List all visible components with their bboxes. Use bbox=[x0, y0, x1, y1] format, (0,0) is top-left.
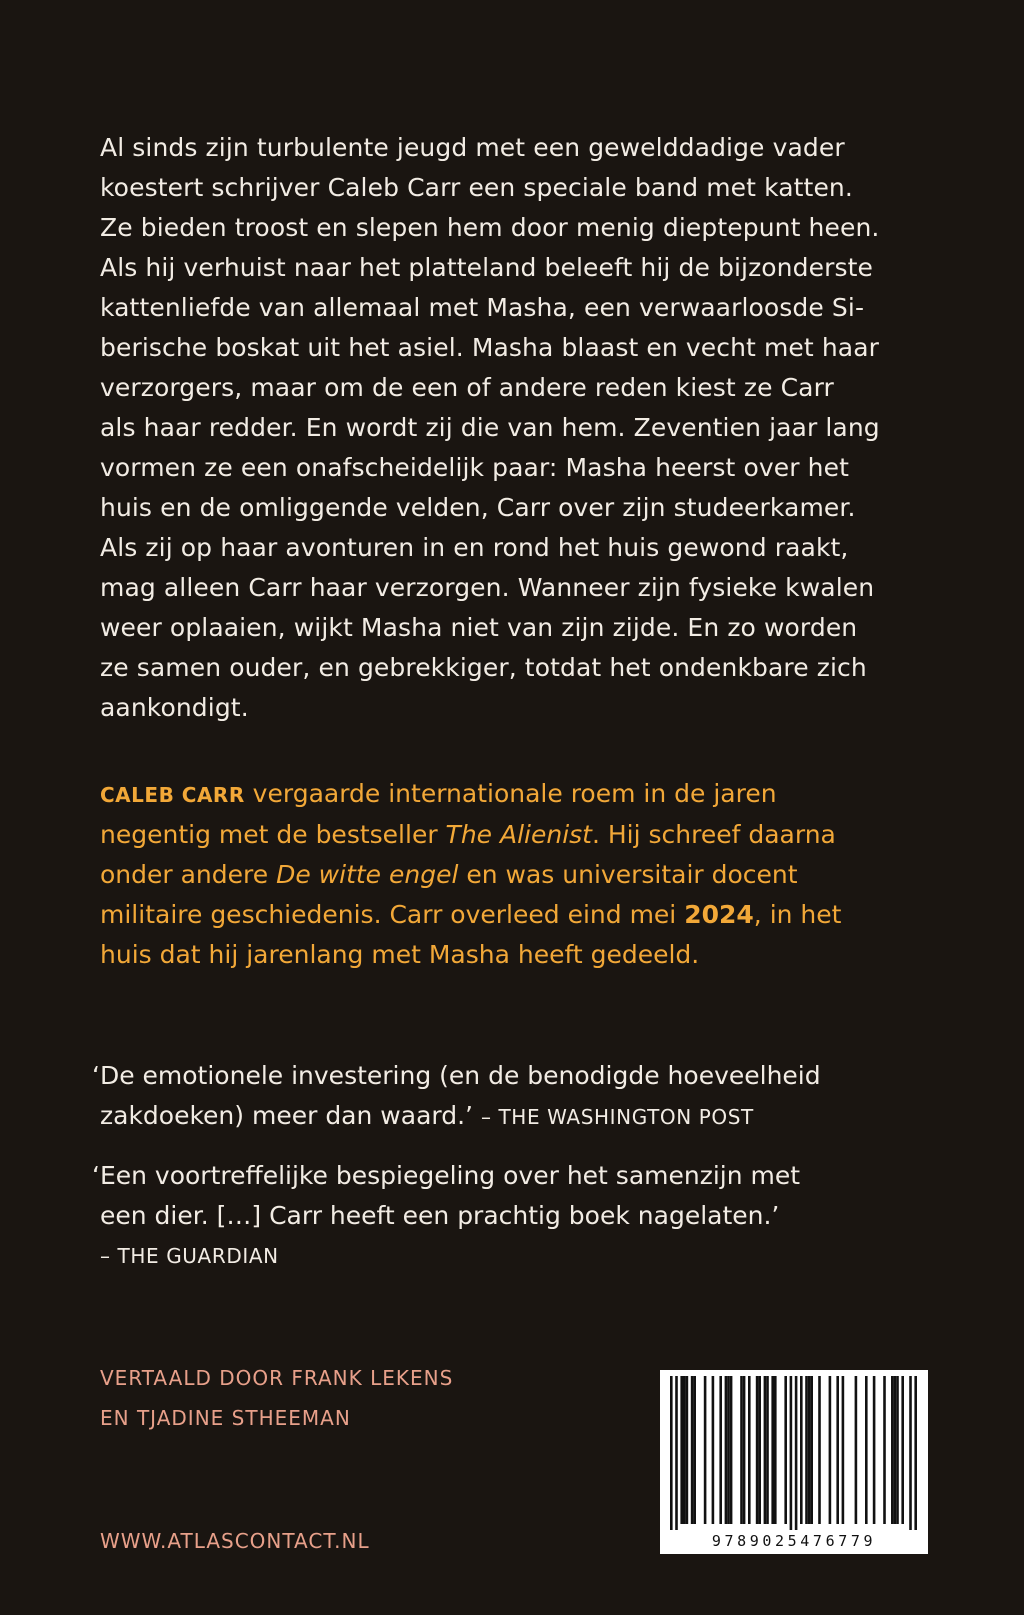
barcode-bar bbox=[909, 1376, 912, 1530]
blurb-line: Als zij op haar avonturen in en rond het huis gewond raakt, bbox=[100, 533, 849, 562]
author-name: CALEB CARR bbox=[100, 783, 245, 807]
barcode-bar bbox=[743, 1376, 746, 1524]
blurb-line: mag alleen Carr haar verzorgen. Wanneer zijn fysieke kwalen bbox=[100, 573, 875, 602]
barcode-bar bbox=[800, 1376, 803, 1524]
bio-line-4: militaire geschiedenis. Carr overleed eind mei 2024, in het bbox=[100, 900, 842, 929]
barcode-bar bbox=[865, 1376, 868, 1524]
barcode-bar bbox=[855, 1376, 858, 1524]
author-bio bbox=[100, 774, 930, 975]
bio-line-5: huis dat hij jarenlang met Masha heeft gedeeld. bbox=[100, 940, 700, 969]
blurb-line: vormen ze een onafscheidelijk paar: Masha heerst over het bbox=[100, 453, 849, 482]
translator-credit: VERTAALD DOOR FRANK LEKENS EN TJADINE STHEEMAN bbox=[100, 1366, 454, 1430]
barcode-bar bbox=[901, 1376, 904, 1524]
barcode-bar bbox=[683, 1376, 686, 1524]
barcode-bar bbox=[771, 1376, 774, 1524]
blurb-line: kattenliefde van allemaal met Masha, een verwaarloosde Si- bbox=[100, 293, 865, 322]
barcode-bar bbox=[756, 1376, 759, 1524]
bio-line-1: CALEB CARR vergaarde internationale roem in de jaren bbox=[100, 779, 777, 808]
barcode-bar bbox=[727, 1376, 730, 1524]
barcode-bar bbox=[896, 1376, 899, 1524]
blurb-line: koestert schrijver Caleb Carr een speciale band met katten. bbox=[100, 173, 853, 202]
barcode-bar bbox=[764, 1376, 767, 1524]
barcode-bar bbox=[719, 1376, 722, 1524]
blurb-line: ze samen ouder, en gebrekkiger, totdat het ondenkbare zich bbox=[100, 653, 867, 682]
barcode-bar bbox=[795, 1376, 798, 1530]
barcode-bar bbox=[693, 1376, 696, 1524]
isbn-digits: 9789025476779 bbox=[711, 1532, 877, 1550]
barcode-bar bbox=[686, 1376, 689, 1524]
blurb-line: weer oplaaien, wijkt Masha niet van zijn zijde. En zo worden bbox=[100, 613, 858, 642]
blurb-line: berische boskat uit het asiel. Masha blaast en vecht met haar bbox=[100, 333, 880, 362]
barcode-bar bbox=[725, 1376, 728, 1524]
isbn-barcode bbox=[660, 1370, 928, 1554]
book-blurb bbox=[100, 128, 930, 728]
book-title-witte-engel: De witte engel bbox=[276, 860, 459, 889]
barcode-bar bbox=[829, 1376, 832, 1524]
book-title-alienist: The Alienist bbox=[445, 820, 592, 849]
review-quote-washington-post: ‘De emotionele investering (en de benodigde hoeveelheid zakdoeken) meer dan waard.’ – THE WASHINGTON POST bbox=[92, 1061, 821, 1130]
blurb-line: als haar redder. En wordt zij die van hem. Zeventien jaar lang bbox=[100, 413, 880, 442]
barcode-bar bbox=[670, 1376, 673, 1530]
barcode-bar bbox=[808, 1376, 811, 1524]
barcode-bar bbox=[766, 1376, 769, 1524]
barcode-bar bbox=[758, 1376, 761, 1524]
barcode-bar bbox=[740, 1376, 743, 1524]
barcode-bar bbox=[818, 1376, 821, 1524]
quote-source: – THE WASHINGTON POST bbox=[480, 1105, 754, 1129]
bio-line-2: negentig met de bestseller The Alienist. Hij schreef daarna bbox=[100, 820, 836, 849]
bio-line-3: onder andere De witte engel en was universitair docent bbox=[100, 860, 798, 889]
barcode-bar bbox=[810, 1376, 813, 1524]
barcode-bar bbox=[842, 1376, 845, 1524]
barcode-bar bbox=[680, 1376, 683, 1524]
blurb-line: huis en de omliggende velden, Carr over zijn studeerkamer. bbox=[100, 493, 856, 522]
quote-source: – THE GUARDIAN bbox=[100, 1244, 279, 1268]
barcode-bar bbox=[873, 1376, 876, 1524]
barcode-bar bbox=[790, 1376, 793, 1530]
barcode-bar bbox=[836, 1376, 839, 1524]
barcode-bar bbox=[730, 1376, 733, 1524]
barcode-bar bbox=[704, 1376, 707, 1524]
barcode-bar bbox=[894, 1376, 897, 1524]
barcode-bar bbox=[914, 1376, 917, 1530]
blurb-line: verzorgers, maar om de een of andere reden kiest ze Carr bbox=[100, 373, 834, 402]
publisher-website: WWW.ATLASCONTACT.NL bbox=[100, 1529, 370, 1553]
review-quote-guardian: ‘Een voortreffelijke bespiegeling over het samenzijn met een dier. […] Carr heeft een prachtig boek nagelaten.’ – THE GUARDIAN bbox=[92, 1156, 922, 1276]
barcode-bar bbox=[691, 1376, 694, 1524]
blurb-line: Ze bieden troost en slepen hem door menig dieptepunt heen. bbox=[100, 213, 880, 242]
barcode-bar bbox=[748, 1376, 751, 1524]
blurb-line: Als hij verhuist naar het platteland beleeft hij de bijzonderste bbox=[100, 253, 873, 282]
barcode-bar bbox=[891, 1376, 894, 1524]
barcode-bar bbox=[712, 1376, 715, 1524]
death-year: 2024 bbox=[684, 900, 754, 929]
barcode-bar bbox=[784, 1376, 787, 1524]
barcode-bars bbox=[660, 1370, 928, 1530]
barcode-bar bbox=[883, 1376, 886, 1524]
blurb-line: aankondigt. bbox=[100, 693, 249, 722]
barcode-bar bbox=[774, 1376, 777, 1524]
barcode-bar bbox=[805, 1376, 808, 1524]
blurb-line: Al sinds zijn turbulente jeugd met een gewelddadige vader bbox=[100, 133, 845, 162]
barcode-bar bbox=[675, 1376, 678, 1530]
